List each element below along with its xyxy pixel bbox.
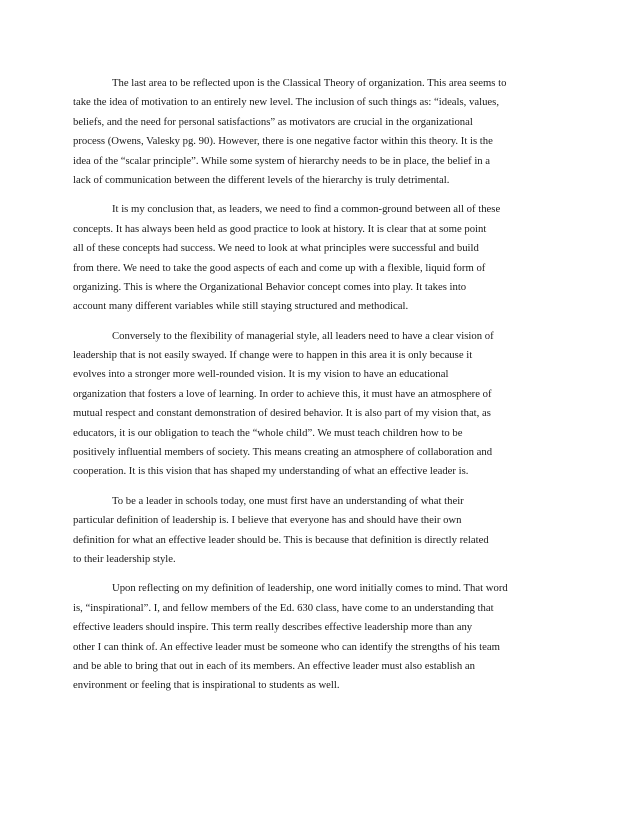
text-line: leadership that is not easily swayed. If change were to happen in this area it is only because it [73, 349, 473, 362]
text-line: educators, it is our obligation to teach the “whole child”. We must teach children how to be [73, 426, 463, 439]
paragraph-definition [73, 492, 569, 570]
text-line: account many different variables while still staying structured and methodical. [73, 300, 409, 313]
text-line: other I can think of. An effective leader must be someone who can identify the strengths of his team [73, 640, 500, 653]
text-line: effective leaders should inspire. This term really describes effective leadership more than any [73, 621, 473, 634]
text-line: concepts. It has always been held as good practice to look at history. It is clear that at some point [73, 222, 487, 235]
text-line: beliefs, and the need for personal satisfactions” as motivators are crucial in the organizational [73, 115, 473, 128]
text-line: To be a leader in schools today, one must first have an understanding of what their [112, 494, 464, 507]
text-line: process (Owens, Valesky pg. 90). However, there is one negative factor within this theory. It is the [73, 135, 493, 148]
text-line: is, “inspirational”. I, and fellow members of the Ed. 630 class, have come to an understanding that [73, 601, 494, 614]
paragraph-inspirational [73, 579, 569, 695]
text-line: lack of communication between the different levels of the hierarchy is truly detrimental. [73, 173, 450, 186]
text-line: to their leadership style. [73, 552, 176, 565]
text-line: It is my conclusion that, as leaders, we need to find a common-ground between all of these [112, 203, 501, 216]
text-line: evolves into a stronger more well-rounded vision. It is my vision to have an educational [73, 368, 449, 381]
text-line: definition for what an effective leader should be. This is because that definition is directly related [73, 533, 489, 546]
document-body [73, 74, 569, 706]
text-line: cooperation. It is this vision that has shaped my understanding of what an effective leader is. [73, 465, 469, 478]
text-line: positively influential members of society. This means creating an atmosphere of collaboration and [73, 446, 493, 459]
text-line: Conversely to the flexibility of managerial style, all leaders need to have a clear vision of [112, 329, 494, 342]
paragraph-conclusion [73, 200, 569, 316]
text-line: and be able to bring that out in each of its members. An effective leader must also establish an [73, 659, 475, 672]
text-line: The last area to be reflected upon is the Classical Theory of organization. This area seems to [112, 77, 507, 89]
paragraph-vision [73, 327, 569, 482]
text-line: from there. We need to take the good aspects of each and come up with a flexible, liquid form of [73, 261, 486, 274]
text-line: organizing. This is where the Organizational Behavior concept comes into play. It takes into [73, 280, 467, 293]
text-line: all of these concepts had success. We need to look at what principles were successful and build [73, 242, 479, 255]
text-line: idea of the “scalar principle”. While some system of hierarchy needs to be in place, the belief in a [73, 154, 491, 167]
text-line: particular definition of leadership is. I believe that everyone has and should have their own [73, 514, 462, 527]
text-line: environment or feeling that is inspirational to students as well. [73, 679, 340, 692]
text-line: mutual respect and constant demonstration of desired behavior. It is also part of my vision that, as [73, 407, 491, 420]
text-line: organization that fosters a love of learning. In order to achieve this, it must have an atmosphere of [73, 387, 492, 400]
text-line: Upon reflecting on my definition of leadership, one word initially comes to mind. That word [112, 582, 508, 595]
text-line: take the idea of motivation to an entirely new level. The inclusion of such things as: “ideals, values, [73, 96, 500, 109]
paragraph-classical-theory [73, 74, 569, 190]
